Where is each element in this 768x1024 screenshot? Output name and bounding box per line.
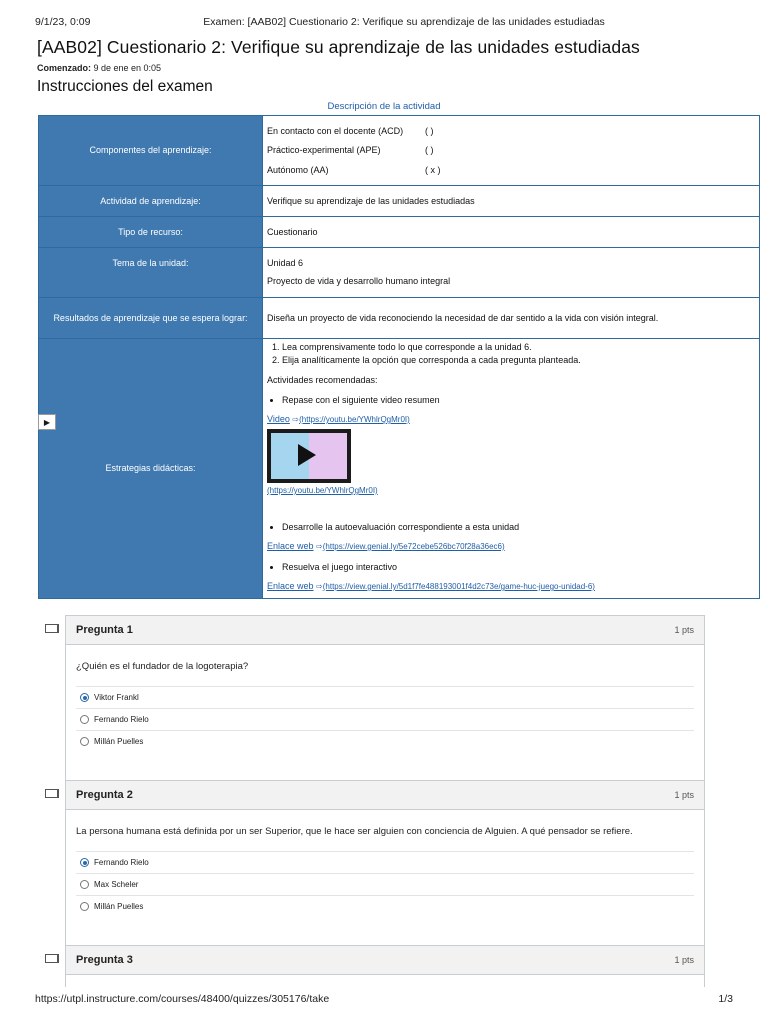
topic-label: Tema de la unidad:: [39, 248, 263, 298]
component-name: Práctico-experimental (APE): [267, 145, 381, 155]
question-card: [65, 945, 705, 987]
question-header: [66, 781, 704, 810]
self-eval-external-link[interactable]: [316, 542, 505, 551]
external-link-icon: ⇨: [316, 542, 323, 551]
video-external-link[interactable]: [292, 415, 409, 424]
activity-value: Verifique su aprendizaje de las unidades estudiadas: [263, 186, 760, 217]
thumbnail-url-link[interactable]: [267, 483, 755, 498]
flag-question-icon[interactable]: [45, 789, 59, 798]
strategies-value: [263, 339, 760, 599]
component-row: [267, 160, 755, 180]
component-mark: ( x ): [425, 164, 441, 175]
radio[interactable]: [80, 880, 89, 889]
self-eval-list: [267, 520, 755, 534]
bullet-game: • Resuelva el juego interactivo: [282, 560, 755, 574]
recommended-list: [267, 393, 755, 407]
components-value: [263, 116, 760, 186]
answer-label: Millán Puelles: [94, 737, 144, 746]
print-footer: [35, 993, 733, 1005]
component-name: Autónomo (AA): [267, 164, 329, 175]
print-title: Examen: [AAB02] Cuestionario 2: Verifique su aprendizaje de las unidades estudiadas: [203, 16, 605, 28]
question-name: Pregunta 3: [76, 954, 133, 966]
play-toggle-button[interactable]: [38, 414, 56, 430]
resource-value: Cuestionario: [263, 217, 760, 248]
video-thumbnail[interactable]: [267, 429, 351, 483]
component-row: [267, 141, 755, 161]
component-mark: ( ): [425, 125, 434, 136]
question-points: 1 pts: [674, 955, 694, 965]
game-url: (https://view.genial.ly/5d1f7fe488193001f4d2c73e/game-huc-juego-unidad-6): [322, 582, 595, 591]
game-link-line: [267, 579, 755, 594]
results-value: Diseña un proyecto de vida reconociendo la necesidad de dar sentido a la vida con visión integral.: [263, 298, 760, 339]
answer-option[interactable]: [76, 895, 694, 917]
answer-option[interactable]: [76, 873, 694, 895]
component-mark: ( ): [425, 145, 434, 155]
answer-label: Max Scheler: [94, 880, 139, 889]
video-link[interactable]: Video: [267, 414, 290, 424]
table-caption: Descripción de la actividad: [327, 101, 441, 112]
component-row: [267, 121, 755, 141]
radio-selected[interactable]: [80, 858, 89, 867]
flag-question-icon[interactable]: [45, 624, 59, 633]
game-link[interactable]: Enlace web: [267, 581, 314, 591]
question-header: [66, 616, 704, 645]
resource-label: Tipo de recurso:: [39, 217, 263, 248]
started-label: Comenzado:: [37, 63, 91, 73]
question-points: 1 pts: [674, 625, 694, 635]
answer-option[interactable]: [76, 708, 694, 730]
play-icon: ▶: [43, 417, 51, 427]
answer-label: Fernando Rielo: [94, 858, 149, 867]
game-external-link[interactable]: [316, 582, 595, 591]
topic-value: [263, 248, 760, 298]
answer-option[interactable]: [76, 686, 694, 708]
self-eval-link-line: [267, 539, 755, 554]
question-text: ¿Quién es el fundador de la logoterapia?: [76, 661, 249, 672]
question-points: 1 pts: [674, 790, 694, 800]
thumbnail-url: (https://youtu.be/YWhlrQgMr0I): [267, 486, 378, 495]
radio[interactable]: [80, 902, 89, 911]
answer-option[interactable]: [76, 851, 694, 873]
quiz-title: [AAB02] Cuestionario 2: Verifique su aprendizaje de las unidades estudiadas: [37, 37, 640, 57]
topic-unit: Unidad 6: [267, 258, 304, 268]
started-info: [37, 63, 161, 73]
answer-option[interactable]: [76, 730, 694, 752]
external-link-icon: ⇨: [292, 415, 300, 424]
results-label: Resultados de aprendizaje que se espera lograr:: [39, 298, 263, 339]
print-url: https://utpl.instructure.com/courses/48400/quizzes/305176/take: [35, 993, 330, 1005]
flag-question-icon[interactable]: [45, 954, 59, 963]
question-name: Pregunta 2: [76, 789, 133, 801]
play-icon: [298, 444, 316, 466]
activity-table: [38, 115, 760, 599]
game-list: [267, 560, 755, 574]
answer-label: Fernando Rielo: [94, 715, 149, 724]
print-page-number: 1/3: [718, 993, 733, 1005]
started-value: 9 de ene en 0:05: [91, 63, 162, 73]
bullet-self-eval: • Desarrolle la autoevaluación correspondiente a esta unidad: [282, 520, 755, 534]
component-name: En contacto con el docente (ACD): [267, 125, 404, 136]
strategies-label: Estrategias didácticas:: [39, 339, 263, 599]
answer-list: [76, 851, 694, 917]
recommended-heading: Actividades recomendadas:: [267, 375, 378, 385]
question-text: La persona humana está definida por un ser Superior, que le hace ser alguien con conciencia de Alguien. A qué pensador se refiere.: [76, 826, 633, 837]
question-header: [66, 946, 704, 975]
instructions-heading: Instrucciones del examen: [37, 78, 213, 95]
answer-label: Millán Puelles: [94, 902, 144, 911]
video-link-line: [267, 412, 755, 427]
answer-list: [76, 686, 694, 752]
video-url: (https://youtu.be/YWhlrQgMr0I): [299, 415, 410, 424]
step-item: 2. Elija analíticamente la opción que corresponda a cada pregunta planteada.: [282, 354, 755, 367]
activity-label: Actividad de aprendizaje:: [39, 186, 263, 217]
steps-list: [267, 341, 755, 367]
components-label: Componentes del aprendizaje:: [39, 116, 263, 186]
print-date: 9/1/23, 0:09: [35, 16, 91, 28]
self-eval-link[interactable]: Enlace web: [267, 541, 314, 551]
self-eval-url: (https://view.genial.ly/5e72cebe526bc70f28a36ec6): [322, 542, 505, 551]
radio[interactable]: [80, 737, 89, 746]
question-card: [65, 615, 705, 785]
external-link-icon: ⇨: [316, 582, 323, 591]
question-name: Pregunta 1: [76, 624, 133, 636]
question-card: [65, 780, 705, 950]
topic-name: Proyecto de vida y desarrollo humano integral: [267, 276, 451, 286]
radio[interactable]: [80, 715, 89, 724]
radio-selected[interactable]: [80, 693, 89, 702]
print-header: [35, 16, 733, 30]
step-item: 1. Lea comprensivamente todo lo que corresponde a la unidad 6.: [282, 341, 755, 354]
answer-label: Viktor Frankl: [94, 693, 139, 702]
bullet-video: • Repase con el siguiente video resumen: [282, 393, 755, 407]
